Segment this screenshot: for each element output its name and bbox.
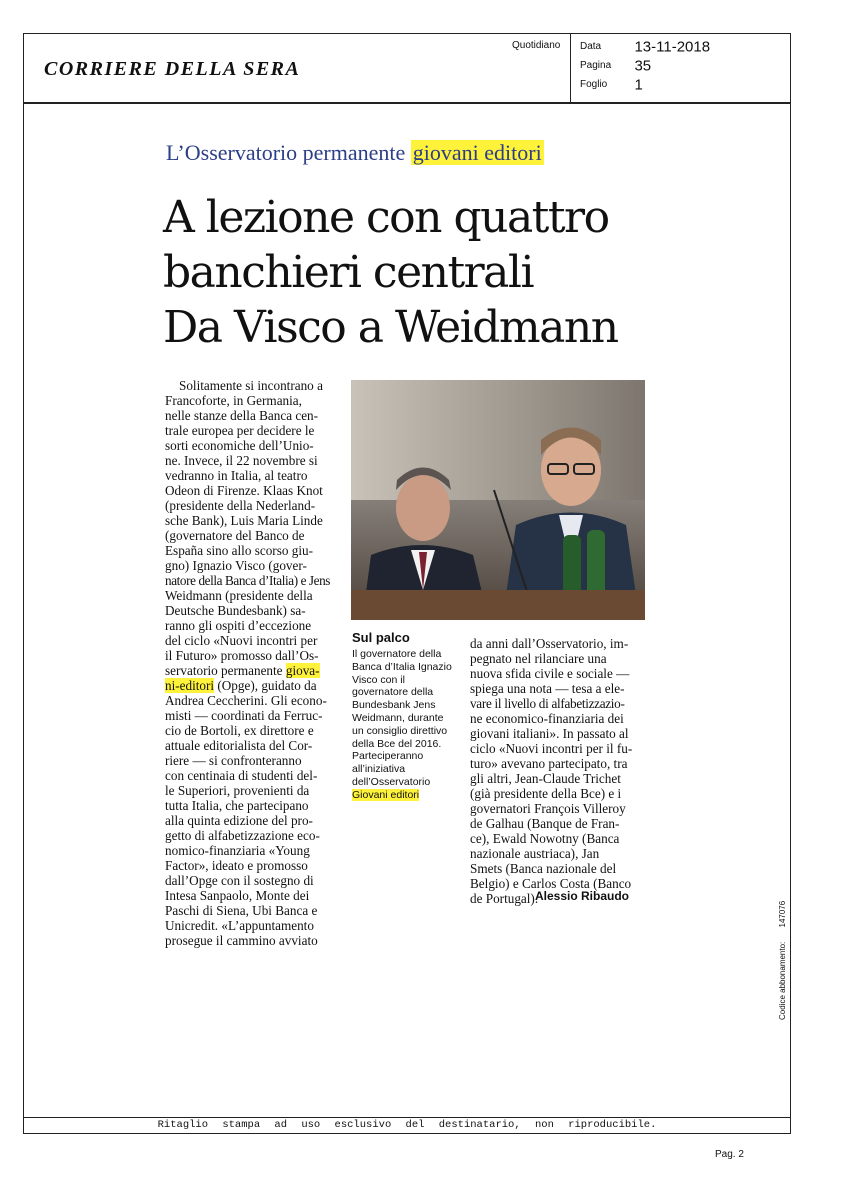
article-photo [351,380,645,620]
body-line: gli altri, Jean-Claude Trichet [470,771,621,786]
sheet-label: Foglio [580,79,608,91]
headline-line: A lezione con quattro [163,192,609,243]
body-line: (presidente della Nederland- [165,498,316,513]
body-line: nomico-finanziaria «Young [165,843,310,858]
body-line: España sino allo scorso giu- [165,543,313,558]
body-line: nuova sfida civile e sociale — [470,666,630,681]
clipping-footer [23,1117,791,1134]
clipping-header [23,33,791,103]
caption-line: Bundesbank Jens [352,699,436,712]
body-line: Paschi di Siena, Ubi Banca e [165,903,318,918]
body-line: sorti economiche dell’Unio- [165,438,314,453]
body-line: (governatore del Banco de [165,528,305,543]
caption-line: Banca d’Italia Ignazio [352,660,452,673]
body-line: vedranno in Italia, al teatro [165,468,308,483]
caption-line: Parteciperanno [352,750,424,763]
body-line: Smets (Banca nazionale del [470,861,617,876]
body-line: Solitamente si incontrano a [179,378,323,393]
body-line: alla quinta edizione del pro- [165,813,313,828]
body-line: nazionale austriaca), Jan [470,846,600,861]
page-value: 35 [634,57,652,75]
subscription-code-number: 147076 [778,900,787,928]
subscription-code-label: Codice abbonamento: [778,941,787,1020]
caption-title: Sul palco [352,630,410,645]
photo-table [351,590,645,620]
body-line: misti — coordinati da Ferruc- [165,708,323,723]
body-line: sche Bank), Luis Maria Linde [165,513,323,528]
body-line: de Portugal). [470,891,539,906]
header-divider [570,34,571,102]
body-line: dall’Opge con il sostegno di [165,873,314,888]
photo-bottle [563,535,581,597]
date-value: 13-11-2018 [634,38,711,56]
article-kicker [166,140,544,166]
body-line: Weidmann (presidente della [165,588,313,603]
body-line: natore della Banca d’Italia) e Jens [165,573,331,588]
body-line: tutta Italia, che partecipano [165,798,309,813]
caption-highlight: Giovani editori [352,788,420,801]
body-fragment: (Opge), guidato da [214,678,317,693]
body-line: attuale editorialista del Cor- [165,738,313,753]
page-number: Pag. 2 [715,1149,744,1160]
body-line: riere — si confronteranno [165,753,302,768]
body-line: da anni dall’Osservatorio, im- [470,636,629,651]
newspaper-masthead: CORRIERE DELLA SERA [44,58,301,80]
subscription-code [778,900,787,1020]
caption-line: governatore della [352,686,434,699]
body-line-highlighted [165,663,339,678]
body-line: cio de Bortoli, ex direttore e [165,723,314,738]
body-line: Unicredit. «L’appuntamento [165,918,314,933]
body-line: ne. Invece, il 22 novembre si [165,453,318,468]
body-line: ce), Ewald Nowotny (Banca [470,831,620,846]
body-line: Factor», ideato e promosso [165,858,308,873]
body-fragment: servatorio permanente [165,663,286,678]
body-line: Francoforte, in Germania, [165,393,302,408]
body-line: spiega una nota — tesa a ele- [470,681,625,696]
photo-bottle [587,530,605,597]
page-row [580,57,651,75]
body-line: giovani italiani». In passato al [470,726,629,741]
body-line: prosegue il cammino avviato [165,933,318,948]
body-line: turo» avevano partecipato, tra [470,756,628,771]
kicker-highlight: giovani editori [412,140,542,165]
footer-disclaimer: Ritaglio stampa ad uso esclusivo del destinatario, non riproducibile. [157,1119,657,1131]
date-row [580,38,710,56]
body-line: ciclo «Nuovi incontri per il fu- [470,741,633,756]
caption-line [352,789,464,802]
body-line: il Futuro» promosso dall’Os- [165,648,319,663]
article-headline [163,190,663,355]
periodicity-label: Quotidiano [512,40,561,51]
body-line: nelle stanze della Banca cen- [165,408,319,423]
kicker-text: L’Osservatorio permanente [166,140,406,165]
article-column-3 [470,636,645,906]
caption-line: Weidmann, durante [352,711,444,724]
body-line: le Superiori, provenienti da [165,783,310,798]
caption-line: Visco con il [352,673,405,686]
sheet-row [580,76,643,94]
body-line: gno) Ignazio Visco (gover- [165,558,307,573]
article-byline: Alessio Ribaudo [535,889,630,903]
body-line: Odeon di Firenze. Klaas Knot [165,483,323,498]
body-line: pegnato nel rilanciare una [470,651,607,666]
body-line: vare il livello di alfabetizzazio- [470,696,625,711]
body-line: governatori François Villeroy [470,801,626,816]
caption-line: dell’Osservatorio [352,775,431,788]
body-line: del ciclo «Nuovi incontri per [165,633,318,648]
body-line: Andrea Ceccherini. Gli econo- [165,693,327,708]
body-line: Intesa Sanpaolo, Monte dei [165,888,310,903]
body-line: con centinaia di studenti del- [165,768,318,783]
body-line: de Galhau (Banque de Fran- [470,816,620,831]
caption-line: Il governatore della [352,648,442,660]
caption-line: un consiglio direttivo [352,724,448,737]
caption-line: della Bce del 2016. [352,737,442,750]
headline-line: Da Visco a Weidmann [163,302,618,353]
body-line: Belgio) e Carlos Costa (Banco [470,876,632,891]
body-line: ranno gli ospiti d’eccezione [165,618,312,633]
body-line: ne economico-finanziaria dei [470,711,624,726]
photo-caption [352,648,464,802]
body-line-highlighted [165,678,339,693]
page-label: Pagina [580,60,612,72]
sheet-value: 1 [634,76,643,94]
date-label: Data [580,41,602,53]
body-line: Deutsche Bundesbank) sa- [165,603,306,618]
body-line: trale europea per decidere le [165,423,315,438]
article-column-1 [165,378,339,948]
highlight-fragment: ni-editori [165,678,215,693]
caption-line: all’iniziativa [352,763,406,776]
body-line: (già presidente della Bce) e i [470,786,622,801]
highlight-fragment: giova- [285,663,320,678]
headline-line: banchieri centrali [163,247,534,298]
body-line: getto di alfabetizzazione eco- [165,828,320,843]
